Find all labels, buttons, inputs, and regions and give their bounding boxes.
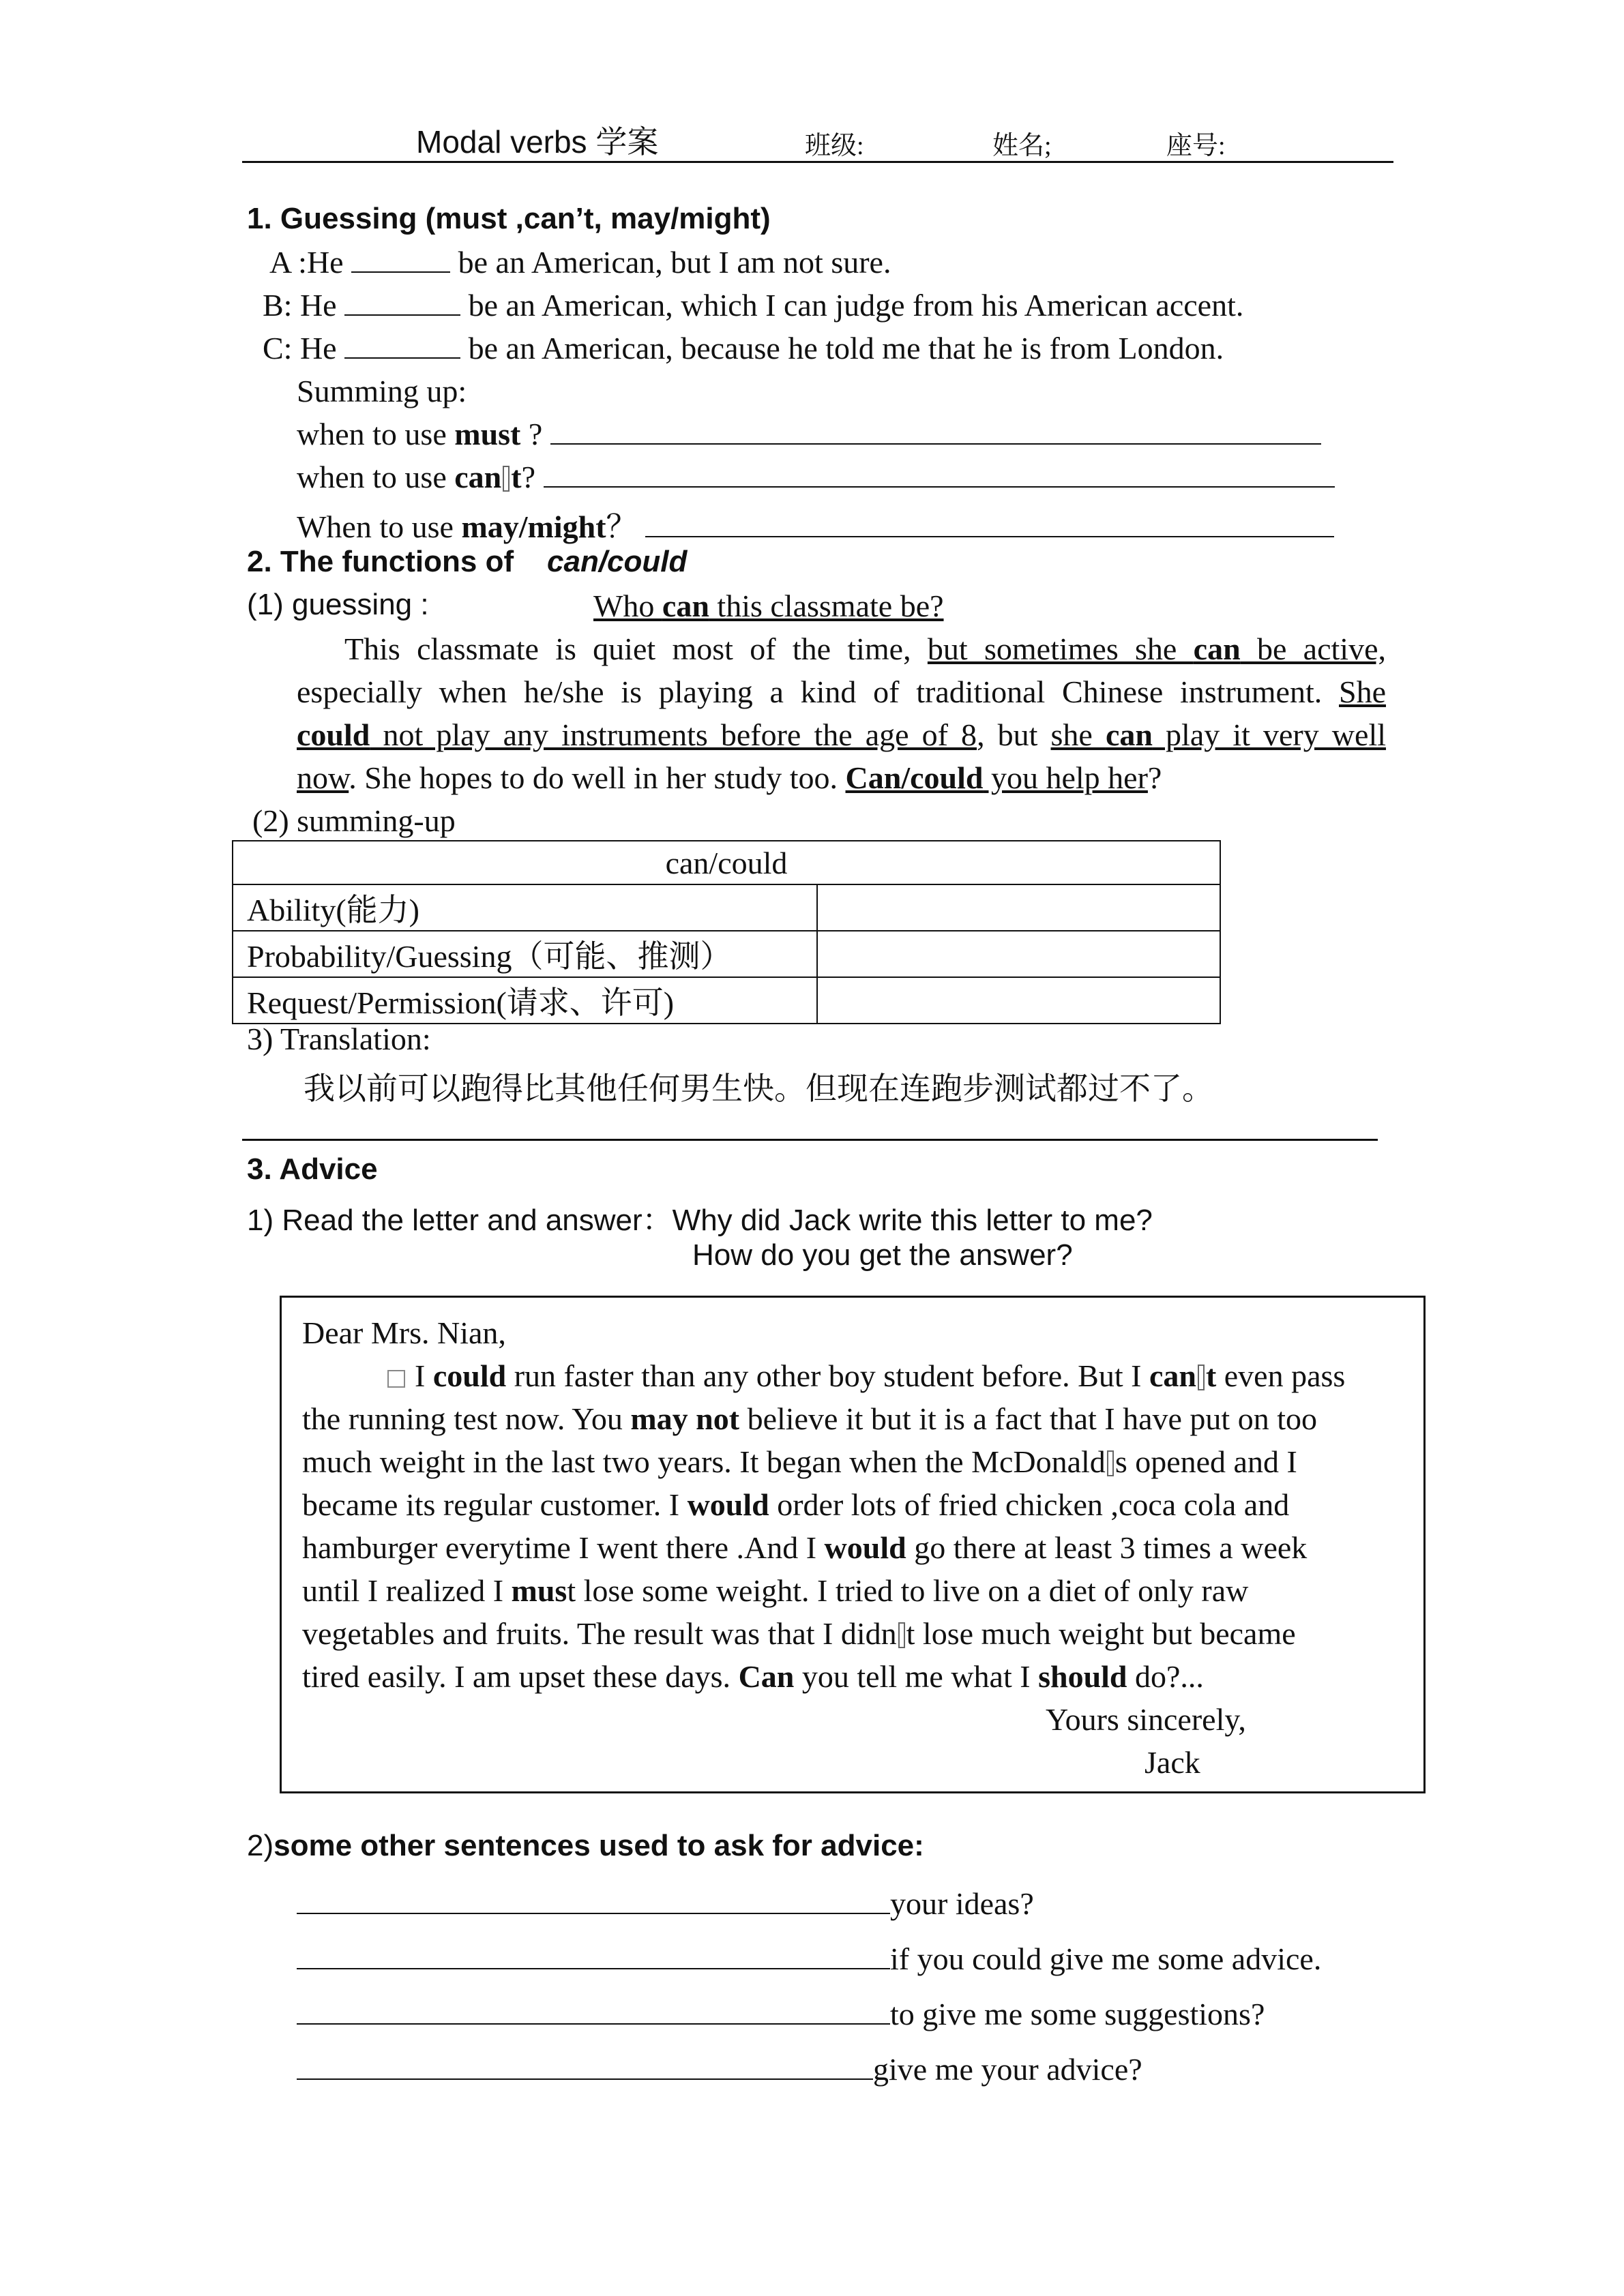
advice-blank-1[interactable] — [297, 1885, 890, 1914]
translation-source: 我以前可以跑得比其他任何男生快。但现在连跑步测试都过不了。 — [304, 1071, 1213, 1106]
passage-line-4-text-a: . She hopes to do well in her study too. — [349, 760, 846, 795]
question-must-bold: must — [454, 417, 521, 451]
question-must-post: ? — [520, 417, 543, 451]
advice-blank-4[interactable] — [297, 2051, 873, 2080]
advice-fill-line-4 — [297, 2051, 1142, 2087]
section2-heading-num: 2. The functions of — [247, 545, 514, 578]
passage-line-2-underline: She — [1339, 674, 1386, 709]
table-row — [233, 977, 1220, 1024]
passage-line-4-text-b: ? — [1147, 760, 1162, 795]
section3-heading: 3. Advice — [247, 1152, 378, 1186]
guessing-question-bold: can — [662, 588, 709, 623]
letter-line-2 — [302, 1401, 1317, 1437]
question-must-pre: when to use — [297, 417, 455, 451]
letter-line-8-a: tired easily. I am upset these days. — [302, 1659, 739, 1694]
passage-line-2-text: especially when he/she is playing a kind of traditional Chinese instrument. — [297, 674, 1339, 709]
worksheet-title: Modal verbs 学案 — [416, 124, 659, 160]
summing-up-label: Summing up: — [297, 374, 467, 408]
letter-line-4-b: would — [687, 1487, 769, 1522]
advice-sentences-text: some other sentences used to ask for advice: — [274, 1829, 924, 1862]
sentence-b — [263, 287, 1243, 323]
table-header-cell: can/could — [233, 841, 1220, 884]
blank-b[interactable] — [344, 287, 460, 316]
letter-line-8-e: do?... — [1127, 1659, 1204, 1694]
checkbox-icon — [387, 1370, 405, 1388]
passage-line-3-text: , but — [977, 717, 1051, 752]
guessing-question-pre: Who — [593, 588, 662, 623]
letter-line-1 — [387, 1358, 1345, 1394]
advice-sentences-num: 2) — [247, 1829, 274, 1862]
question-cant-bold-a: can — [454, 460, 502, 494]
passage-line-3-bold-a: could — [297, 717, 370, 752]
letter-line-5 — [302, 1530, 1307, 1566]
letter-closing: Yours sincerely, — [1046, 1702, 1246, 1737]
letter-line-4-a: became its regular customer. I — [302, 1487, 688, 1522]
question-may-might — [297, 502, 1334, 547]
blank-a[interactable] — [351, 244, 450, 273]
table-row — [233, 931, 1220, 977]
summing-up-table — [232, 840, 1221, 1024]
letter-question-2: How do you get the answer? — [692, 1238, 1073, 1272]
passage-line-3-underline-c: play it very well — [1152, 717, 1387, 752]
letter-line-5-b: would — [824, 1530, 906, 1565]
letter-line-1-b: could — [432, 1358, 507, 1393]
passage-line-3-underline-b: she — [1050, 717, 1106, 752]
letter-line-6-b: mus — [511, 1573, 567, 1608]
passage-line-3-bold-b: can — [1105, 717, 1153, 752]
table-row-label-request: Request/Permission(请求、许可) — [233, 977, 817, 1024]
letter-line-6 — [302, 1572, 1248, 1609]
answer-line-must[interactable] — [550, 416, 1321, 445]
passage-line-4-underline-a: now — [297, 760, 349, 795]
table-answer-cell-ability[interactable] — [817, 884, 1220, 931]
letter-line-6-c: t lose some weight. I tried to live on a diet of only raw — [567, 1573, 1249, 1608]
letter-line-2-a: the running test now. You — [302, 1401, 631, 1436]
letter-line-3 — [302, 1444, 1297, 1480]
passage-line-1-underline-a: but sometimes she — [927, 631, 1194, 666]
letter-signature: Jack — [1145, 1745, 1200, 1780]
sentence-a — [269, 244, 891, 280]
passage-line-4-underline-b: you help her — [983, 760, 1148, 795]
table-header-row — [233, 841, 1220, 884]
guessing-label: (1) guessing : — [247, 588, 429, 621]
summing-up-sub-label: (2) summing-up — [252, 803, 456, 838]
passage-line-1-bold: can — [1193, 631, 1241, 666]
answer-line-cant[interactable] — [544, 459, 1335, 488]
letter-line-5-a: hamburger everytime I went there .And I — [302, 1530, 825, 1565]
translation-answer-line[interactable] — [242, 1139, 1378, 1141]
missing-glyph-icon — [1198, 1365, 1205, 1390]
translation-label: 3) Translation: — [247, 1022, 431, 1056]
letter-line-1-e: t — [1205, 1358, 1217, 1393]
sentence-b-suffix: be an American, which I can judge from his American accent. — [468, 288, 1244, 323]
passage-line-1 — [344, 631, 1386, 667]
question-may-post: ？ — [606, 509, 638, 544]
table-answer-cell-request[interactable] — [817, 977, 1220, 1024]
section1-heading: 1. Guessing (must ,can’t, may/might) — [247, 202, 771, 235]
question-cant — [297, 459, 1335, 495]
letter-line-4 — [302, 1487, 1289, 1523]
name-label: 姓名; — [992, 132, 1052, 160]
letter-line-3-a: much weight in the last two years. It began when the McDonald — [302, 1444, 1106, 1479]
table-row-label-probability: Probability/Guessing（可能、推测） — [233, 931, 817, 977]
letter-question: 1) Read the letter and answer：Why did Jack write this letter to me? — [247, 1204, 1153, 1237]
advice-fill-line-2 — [297, 1941, 1321, 1977]
table-row — [233, 884, 1220, 931]
sentence-a-prefix: A :He — [269, 245, 344, 280]
letter-line-8-d: should — [1038, 1659, 1127, 1694]
letter-line-3-b: s opened and I — [1114, 1444, 1297, 1479]
advice-fill-text-4: give me your advice? — [873, 2052, 1142, 2087]
advice-fill-text-3: to give me some suggestions? — [890, 1997, 1265, 2031]
guessing-question-post: this classmate be? — [709, 588, 944, 623]
guessing-question — [593, 588, 944, 624]
letter-line-1-f: even pass — [1216, 1358, 1346, 1393]
passage-line-3-underline-a: not play any instruments before the age of 8 — [370, 717, 977, 752]
letter-greeting: Dear Mrs. Nian, — [302, 1315, 506, 1350]
letter-line-1-d: can — [1149, 1358, 1196, 1393]
letter-line-4-c: order lots of fried chicken ,coca cola and — [769, 1487, 1290, 1522]
sentence-c-suffix: be an American, because he told me that he is from London. — [468, 331, 1224, 366]
question-cant-post: ? — [521, 460, 535, 494]
letter-line-2-c: believe it but it is a fact that I have put on too — [739, 1401, 1317, 1436]
letter-line-2-b: may not — [630, 1401, 740, 1436]
passage-line-4-bold: Can/could — [845, 760, 984, 795]
letter-line-1-a: I — [415, 1358, 433, 1393]
letter-line-6-a: until I realized I — [302, 1573, 512, 1608]
passage-line-3 — [297, 717, 1386, 753]
passage-line-1-underline-b: be active, — [1240, 631, 1386, 666]
advice-fill-text-1: your ideas? — [890, 1886, 1034, 1921]
seat-label: 座号: — [1166, 132, 1226, 160]
missing-glyph-icon — [1107, 1450, 1114, 1476]
letter-line-7-b: t lose much weight but became — [906, 1616, 1296, 1651]
advice-fill-line-3 — [297, 1996, 1265, 2032]
passage-line-1-text: This classmate is quiet most of the time, — [344, 631, 928, 666]
question-may-bold: may/might — [461, 509, 606, 544]
letter-line-7 — [302, 1615, 1296, 1652]
letter-line-8-b: Can — [738, 1659, 795, 1694]
letter-line-1-c: run faster than any other boy student before. But I — [506, 1358, 1149, 1393]
missing-glyph-icon — [503, 466, 510, 492]
header-rule — [242, 161, 1393, 163]
question-cant-pre: when to use — [297, 460, 455, 494]
letter-line-8-c: you tell me what I — [794, 1659, 1039, 1694]
advice-fill-line-1 — [297, 1885, 1034, 1922]
sentence-a-suffix: be an American, but I am not sure. — [458, 245, 891, 280]
question-cant-bold-b: t — [511, 460, 522, 494]
sentence-c-prefix: C: He — [263, 331, 337, 366]
table-answer-cell-probability[interactable] — [817, 931, 1220, 977]
question-must — [297, 416, 1321, 452]
letter-line-7-a: vegetables and fruits. The result was that I didn — [302, 1616, 897, 1651]
section2-heading-em: can/could — [547, 545, 688, 578]
table-row-label-ability: Ability(能力) — [233, 884, 817, 931]
section2-heading — [247, 545, 687, 579]
class-label: 班级: — [805, 132, 864, 160]
passage-line-4 — [297, 760, 1162, 796]
letter-line-5-c: go there at least 3 times a week — [906, 1530, 1308, 1565]
sentence-c — [263, 330, 1224, 366]
advice-sentences-heading — [247, 1829, 924, 1863]
answer-line-may[interactable] — [645, 509, 1334, 537]
letter-box — [280, 1296, 1426, 1793]
letter-line-8 — [302, 1658, 1204, 1695]
advice-fill-text-2: if you could give me some advice. — [890, 1941, 1322, 1976]
question-may-pre: When to use — [297, 509, 462, 544]
passage-line-2 — [297, 674, 1386, 710]
missing-glyph-icon — [898, 1622, 905, 1648]
sentence-b-prefix: B: He — [263, 288, 337, 323]
blank-c[interactable] — [344, 330, 460, 359]
advice-blank-2[interactable] — [297, 1941, 890, 1969]
advice-blank-3[interactable] — [297, 1996, 890, 2025]
